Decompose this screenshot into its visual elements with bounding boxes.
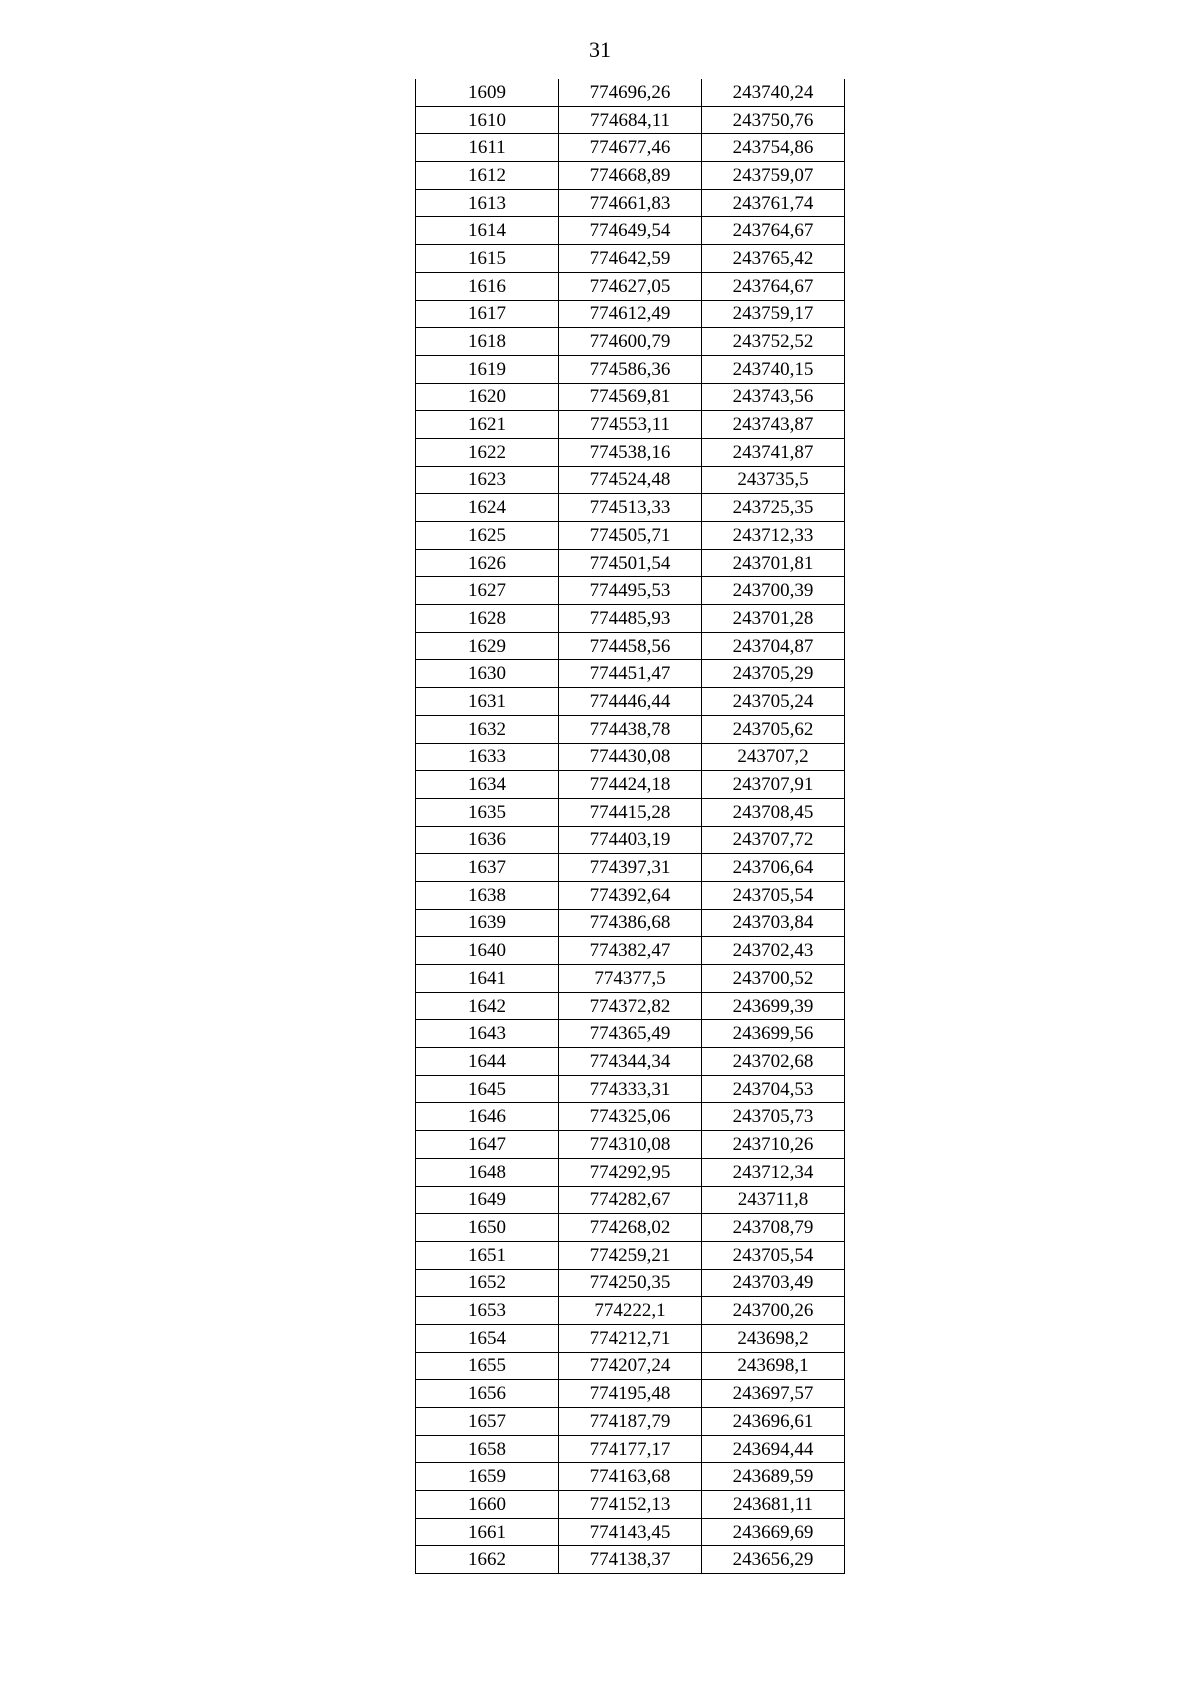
point-number-cell: 1662 [416,1546,559,1574]
point-number-cell: 1626 [416,549,559,577]
y-coordinate-cell: 243700,26 [702,1297,845,1325]
point-number-cell: 1649 [416,1186,559,1214]
x-coordinate-cell: 774451,47 [559,660,702,688]
point-number-cell: 1615 [416,245,559,273]
x-coordinate-cell: 774222,1 [559,1297,702,1325]
table-row [416,909,845,937]
y-coordinate-cell: 243689,59 [702,1463,845,1491]
x-coordinate-cell: 774438,78 [559,715,702,743]
table-row [416,134,845,162]
y-coordinate-cell: 243669,69 [702,1518,845,1546]
y-coordinate-cell: 243754,86 [702,134,845,162]
x-coordinate-cell: 774187,79 [559,1408,702,1436]
x-coordinate-cell: 774649,54 [559,217,702,245]
point-number-cell: 1612 [416,162,559,190]
y-coordinate-cell: 243705,62 [702,715,845,743]
y-coordinate-cell: 243702,68 [702,1048,845,1076]
table-row [416,522,845,550]
point-number-cell: 1624 [416,494,559,522]
point-number-cell: 1625 [416,522,559,550]
table-row [416,1075,845,1103]
point-number-cell: 1623 [416,466,559,494]
x-coordinate-cell: 774684,11 [559,106,702,134]
point-number-cell: 1627 [416,577,559,605]
table-row [416,383,845,411]
x-coordinate-cell: 774382,47 [559,937,702,965]
point-number-cell: 1632 [416,715,559,743]
table-row [416,1463,845,1491]
y-coordinate-cell: 243740,15 [702,355,845,383]
y-coordinate-cell: 243701,81 [702,549,845,577]
table-row [416,577,845,605]
y-coordinate-cell: 243699,39 [702,992,845,1020]
page-number: 31 [589,37,611,62]
table-row [416,494,845,522]
table-row [416,1380,845,1408]
y-coordinate-cell: 243698,1 [702,1352,845,1380]
point-number-cell: 1654 [416,1324,559,1352]
point-number-cell: 1631 [416,688,559,716]
x-coordinate-cell: 774485,93 [559,605,702,633]
point-number-cell: 1635 [416,798,559,826]
x-coordinate-cell: 774177,17 [559,1435,702,1463]
point-number-cell: 1621 [416,411,559,439]
point-number-cell: 1642 [416,992,559,1020]
x-coordinate-cell: 774138,37 [559,1546,702,1574]
table-row [416,1324,845,1352]
x-coordinate-cell: 774259,21 [559,1241,702,1269]
point-number-cell: 1639 [416,909,559,937]
table-row [416,632,845,660]
point-number-cell: 1610 [416,106,559,134]
y-coordinate-cell: 243712,33 [702,522,845,550]
y-coordinate-cell: 243705,54 [702,881,845,909]
point-number-cell: 1640 [416,937,559,965]
y-coordinate-cell: 243703,49 [702,1269,845,1297]
point-number-cell: 1638 [416,881,559,909]
table-row [416,355,845,383]
y-coordinate-cell: 243765,42 [702,245,845,273]
x-coordinate-cell: 774143,45 [559,1518,702,1546]
x-coordinate-cell: 774392,64 [559,881,702,909]
point-number-cell: 1652 [416,1269,559,1297]
coordinates-table [415,79,845,1574]
y-coordinate-cell: 243708,79 [702,1214,845,1242]
table-row [416,106,845,134]
table-row [416,1491,845,1519]
table-row [416,605,845,633]
y-coordinate-cell: 243698,2 [702,1324,845,1352]
y-coordinate-cell: 243764,67 [702,217,845,245]
table-row [416,217,845,245]
table-row [416,272,845,300]
point-number-cell: 1629 [416,632,559,660]
y-coordinate-cell: 243710,26 [702,1131,845,1159]
table-row [416,549,845,577]
x-coordinate-cell: 774661,83 [559,189,702,217]
x-coordinate-cell: 774195,48 [559,1380,702,1408]
y-coordinate-cell: 243759,07 [702,162,845,190]
x-coordinate-cell: 774386,68 [559,909,702,937]
x-coordinate-cell: 774152,13 [559,1491,702,1519]
x-coordinate-cell: 774333,31 [559,1075,702,1103]
table-row [416,438,845,466]
y-coordinate-cell: 243701,28 [702,605,845,633]
point-number-cell: 1617 [416,300,559,328]
y-coordinate-cell: 243705,54 [702,1241,845,1269]
y-coordinate-cell: 243681,11 [702,1491,845,1519]
x-coordinate-cell: 774446,44 [559,688,702,716]
y-coordinate-cell: 243707,91 [702,771,845,799]
point-number-cell: 1633 [416,743,559,771]
point-number-cell: 1659 [416,1463,559,1491]
point-number-cell: 1614 [416,217,559,245]
point-number-cell: 1644 [416,1048,559,1076]
y-coordinate-cell: 243712,34 [702,1158,845,1186]
y-coordinate-cell: 243743,87 [702,411,845,439]
table-row [416,1241,845,1269]
x-coordinate-cell: 774696,26 [559,79,702,106]
table-row [416,1269,845,1297]
table-row [416,1186,845,1214]
table-row [416,965,845,993]
y-coordinate-cell: 243708,45 [702,798,845,826]
y-coordinate-cell: 243703,84 [702,909,845,937]
y-coordinate-cell: 243707,72 [702,826,845,854]
point-number-cell: 1643 [416,1020,559,1048]
table-row [416,1518,845,1546]
x-coordinate-cell: 774377,5 [559,965,702,993]
y-coordinate-cell: 243741,87 [702,438,845,466]
y-coordinate-cell: 243725,35 [702,494,845,522]
x-coordinate-cell: 774292,95 [559,1158,702,1186]
y-coordinate-cell: 243707,2 [702,743,845,771]
table-row [416,798,845,826]
x-coordinate-cell: 774365,49 [559,1020,702,1048]
x-coordinate-cell: 774268,02 [559,1214,702,1242]
table-row [416,1131,845,1159]
x-coordinate-cell: 774553,11 [559,411,702,439]
point-number-cell: 1657 [416,1408,559,1436]
x-coordinate-cell: 774424,18 [559,771,702,799]
table-row [416,937,845,965]
table-row [416,715,845,743]
table-row [416,1297,845,1325]
y-coordinate-cell: 243752,52 [702,328,845,356]
x-coordinate-cell: 774325,06 [559,1103,702,1131]
y-coordinate-cell: 243740,24 [702,79,845,106]
x-coordinate-cell: 774668,89 [559,162,702,190]
y-coordinate-cell: 243764,67 [702,272,845,300]
point-number-cell: 1647 [416,1131,559,1159]
x-coordinate-cell: 774505,71 [559,522,702,550]
point-number-cell: 1628 [416,605,559,633]
table-row [416,1020,845,1048]
y-coordinate-cell: 243761,74 [702,189,845,217]
x-coordinate-cell: 774524,48 [559,466,702,494]
x-coordinate-cell: 774310,08 [559,1131,702,1159]
coordinates-table-container [415,79,845,1574]
x-coordinate-cell: 774513,33 [559,494,702,522]
table-row [416,688,845,716]
y-coordinate-cell: 243694,44 [702,1435,845,1463]
x-coordinate-cell: 774415,28 [559,798,702,826]
table-row [416,411,845,439]
point-number-cell: 1646 [416,1103,559,1131]
table-row [416,1048,845,1076]
coordinates-table-body [416,79,845,1574]
point-number-cell: 1641 [416,965,559,993]
table-row [416,881,845,909]
point-number-cell: 1637 [416,854,559,882]
x-coordinate-cell: 774250,35 [559,1269,702,1297]
y-coordinate-cell: 243705,24 [702,688,845,716]
table-row [416,743,845,771]
x-coordinate-cell: 774430,08 [559,743,702,771]
x-coordinate-cell: 774501,54 [559,549,702,577]
point-number-cell: 1658 [416,1435,559,1463]
x-coordinate-cell: 774397,31 [559,854,702,882]
point-number-cell: 1656 [416,1380,559,1408]
y-coordinate-cell: 243743,56 [702,383,845,411]
y-coordinate-cell: 243656,29 [702,1546,845,1574]
table-row [416,300,845,328]
x-coordinate-cell: 774586,36 [559,355,702,383]
table-row [416,1352,845,1380]
table-row [416,1214,845,1242]
y-coordinate-cell: 243750,76 [702,106,845,134]
table-row [416,1158,845,1186]
y-coordinate-cell: 243702,43 [702,937,845,965]
x-coordinate-cell: 774282,67 [559,1186,702,1214]
y-coordinate-cell: 243697,57 [702,1380,845,1408]
y-coordinate-cell: 243759,17 [702,300,845,328]
x-coordinate-cell: 774569,81 [559,383,702,411]
table-row [416,1408,845,1436]
y-coordinate-cell: 243705,29 [702,660,845,688]
y-coordinate-cell: 243705,73 [702,1103,845,1131]
x-coordinate-cell: 774612,49 [559,300,702,328]
point-number-cell: 1645 [416,1075,559,1103]
y-coordinate-cell: 243700,39 [702,577,845,605]
x-coordinate-cell: 774344,34 [559,1048,702,1076]
y-coordinate-cell: 243696,61 [702,1408,845,1436]
y-coordinate-cell: 243711,8 [702,1186,845,1214]
x-coordinate-cell: 774627,05 [559,272,702,300]
y-coordinate-cell: 243735,5 [702,466,845,494]
x-coordinate-cell: 774163,68 [559,1463,702,1491]
x-coordinate-cell: 774372,82 [559,992,702,1020]
point-number-cell: 1655 [416,1352,559,1380]
x-coordinate-cell: 774458,56 [559,632,702,660]
y-coordinate-cell: 243700,52 [702,965,845,993]
y-coordinate-cell: 243704,53 [702,1075,845,1103]
x-coordinate-cell: 774495,53 [559,577,702,605]
table-row [416,854,845,882]
point-number-cell: 1630 [416,660,559,688]
point-number-cell: 1611 [416,134,559,162]
y-coordinate-cell: 243704,87 [702,632,845,660]
table-row [416,245,845,273]
y-coordinate-cell: 243699,56 [702,1020,845,1048]
point-number-cell: 1609 [416,79,559,106]
point-number-cell: 1660 [416,1491,559,1519]
table-row [416,328,845,356]
point-number-cell: 1613 [416,189,559,217]
x-coordinate-cell: 774403,19 [559,826,702,854]
x-coordinate-cell: 774212,71 [559,1324,702,1352]
point-number-cell: 1620 [416,383,559,411]
point-number-cell: 1636 [416,826,559,854]
x-coordinate-cell: 774600,79 [559,328,702,356]
table-row [416,660,845,688]
point-number-cell: 1619 [416,355,559,383]
table-row [416,1435,845,1463]
table-row [416,826,845,854]
point-number-cell: 1618 [416,328,559,356]
table-row [416,1546,845,1574]
y-coordinate-cell: 243706,64 [702,854,845,882]
point-number-cell: 1650 [416,1214,559,1242]
point-number-cell: 1634 [416,771,559,799]
x-coordinate-cell: 774677,46 [559,134,702,162]
table-row [416,466,845,494]
point-number-cell: 1653 [416,1297,559,1325]
table-row [416,79,845,106]
point-number-cell: 1661 [416,1518,559,1546]
point-number-cell: 1622 [416,438,559,466]
x-coordinate-cell: 774538,16 [559,438,702,466]
x-coordinate-cell: 774642,59 [559,245,702,273]
table-row [416,771,845,799]
point-number-cell: 1616 [416,272,559,300]
table-row [416,162,845,190]
table-row [416,992,845,1020]
point-number-cell: 1651 [416,1241,559,1269]
x-coordinate-cell: 774207,24 [559,1352,702,1380]
point-number-cell: 1648 [416,1158,559,1186]
table-row [416,189,845,217]
table-row [416,1103,845,1131]
